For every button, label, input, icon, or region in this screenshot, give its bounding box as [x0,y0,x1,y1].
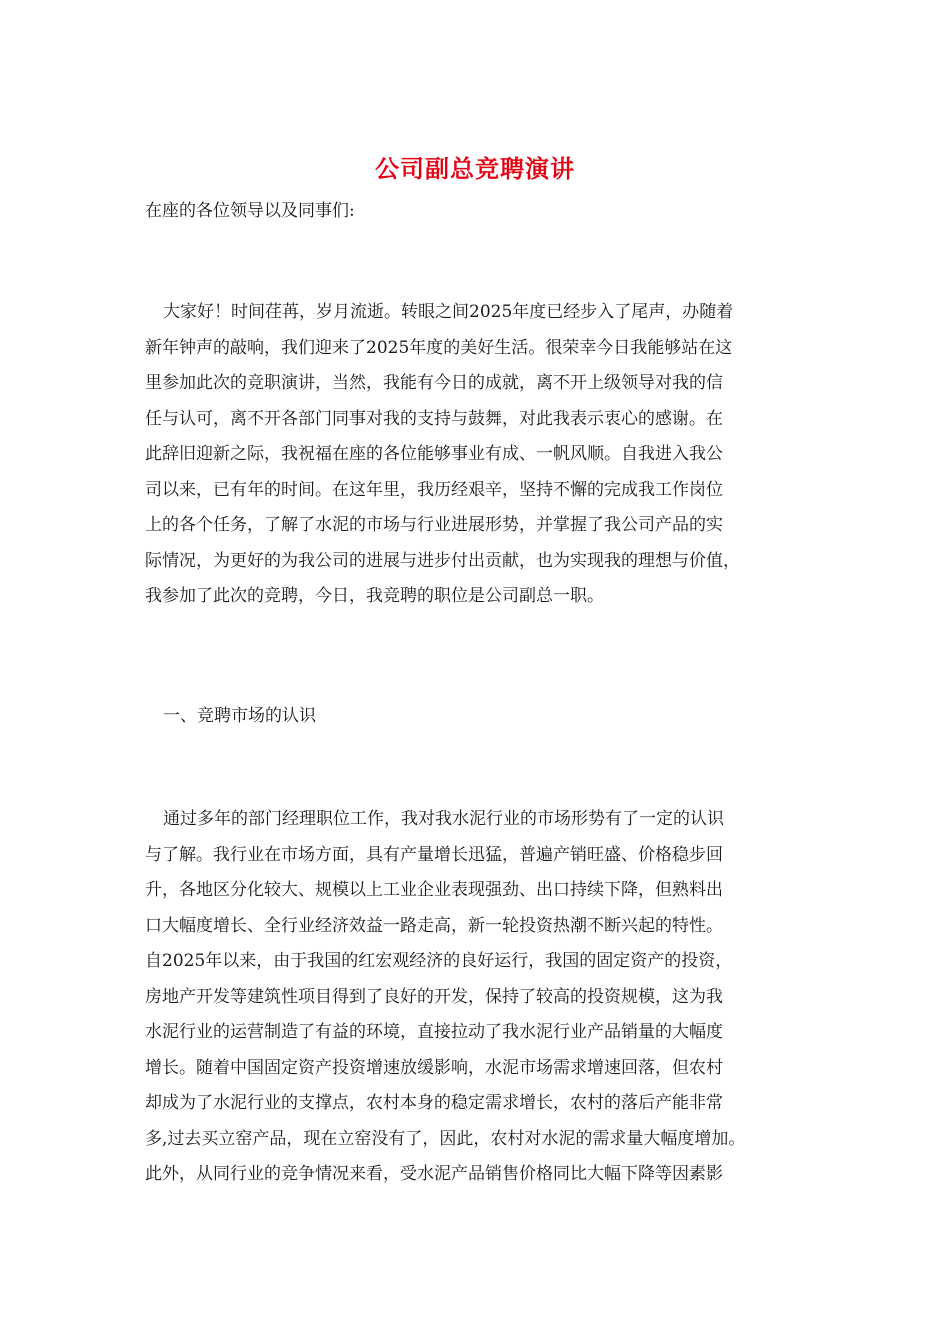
paragraph-line: 增长。随着中国固定资产投资增速放缓影响，水泥市场需求增速回落，但农村 [145,1057,723,1078]
salutation: 在座的各位领导以及同事们: [145,201,355,221]
paragraph-line: 新年钟声的敲响，我们迎来了2025年度的美好生活。很荣幸今日我能够站在这 [145,337,733,358]
paragraph-line: 此外，从同行业的竞争情况来看，受水泥产品销售价格同比大幅下降等因素影 [145,1164,723,1184]
paragraph-line: 我参加了此次的竞聘，今日，我竞聘的职位是公司副总一职。 [145,586,604,606]
paragraph-line: 房地产开发等建筑性项目得到了良好的开发，保持了较高的投资规模，这为我 [145,986,723,1007]
paragraph-line: 多,过去买立窑产品，现在立窑没有了，因此，农村对水泥的需求量大幅度增加。 [145,1128,746,1149]
paragraph-line: 大家好！时间荏苒，岁月流逝。转眼之间2025年度已经步入了尾声，办随着 [163,302,734,322]
document-title: 公司副总竞聘演讲 [375,154,575,183]
paragraph-line: 通过多年的部门经理职位工作，我对我水泥行业的市场形势有了一定的认识 [163,809,724,829]
paragraph-line: 口大幅度增长、全行业经济效益一路走高，新一轮投资热潮不断兴起的特性。 [145,915,723,936]
paragraph-line: 与了解。我行业在市场方面，具有产量增长迅猛，普遍产销旺盛、价格稳步回 [145,844,723,865]
paragraph-line: 任与认可，离不开各部门同事对我的支持与鼓舞，对此我表示衷心的感谢。在 [145,408,723,429]
paragraph-line: 里参加此次的竞职演讲，当然，我能有今日的成就，离不开上级领导对我的信 [145,373,723,393]
paragraph-market [145,802,805,1193]
paragraph-line: 际情况，为更好的为我公司的进展与进步付出贡献，也为实现我的理想与价值， [145,550,740,571]
paragraph-line: 却成为了水泥行业的支撑点，农村本身的稳定需求增长，农村的落后产能非常 [145,1093,723,1113]
paragraph-line: 此辞旧迎新之际，我祝福在座的各位能够事业有成、一帆风顺。自我进入我公 [145,444,723,464]
paragraph-intro [145,295,805,615]
paragraph-line: 自2025年以来，由于我国的红宏观经济的良好运行，我国的固定资产的投资， [145,951,733,971]
paragraph-line: 升，各地区分化较大、规模以上工业企业表现强劲、出口持续下降，但熟料出 [145,880,723,900]
section-heading: 一、竞聘市场的认识 [163,706,316,726]
paragraph-line: 上的各个任务，了解了水泥的市场与行业进展形势，并掌握了我公司产品的实 [145,515,723,535]
paragraph-line: 水泥行业的运营制造了有益的环境，直接拉动了我水泥行业产品销量的大幅度 [145,1022,723,1042]
paragraph-line: 司以来，已有年的时间。在这年里，我历经艰辛，坚持不懈的完成我工作岗位 [145,479,723,500]
